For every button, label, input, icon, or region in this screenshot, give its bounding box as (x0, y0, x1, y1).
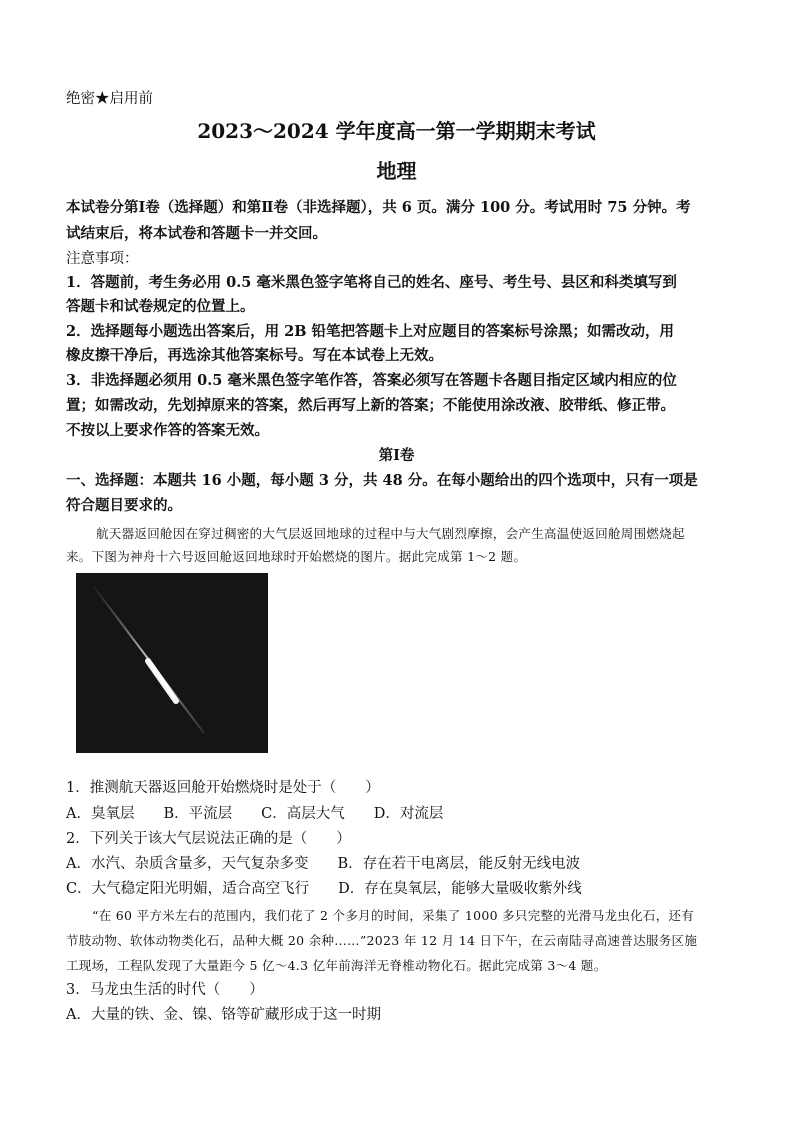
intro-line-1: 本试卷分第Ⅰ卷（选择题）和第Ⅱ卷（非选择题），共 6 页。满分 100 分。考试用时 75 分钟。考 (66, 199, 691, 216)
note-1-line-2: 答题卡和试卷规定的位置上。 (66, 298, 255, 315)
question-1-stem: 1．推测航天器返回舱开始燃烧时是处于（ ） (66, 780, 380, 796)
passage-2-line-2: 节肢动物、软体动物类化石，品种大概 20 余种……”2023 年 12 月 14 日下午，在云南陆寻高速普达服务区施 (66, 933, 698, 948)
section-intro-line-2: 符合题目要求的。 (66, 497, 182, 514)
question-3-option-a: A．大量的铁、金、镍、铬等矿藏形成于这一时期 (66, 1007, 381, 1023)
volume-heading: 第Ⅰ卷 (378, 447, 415, 464)
intro-line-2: 试结束后，将本试卷和答题卡一并交回。 (66, 225, 327, 242)
section-intro-line-1: 一、选择题：本题共 16 小题，每小题 3 分，共 48 分。在每小题给出的四个选项中，只有一项是 (66, 472, 698, 489)
note-3-line-1: 3．非选择题必须用 0.5 毫米黑色签字笔作答，答案必须写在答题卡各题目指定区域内相应的位 (66, 372, 677, 389)
note-3-line-2: 置；如需改动，先划掉原来的答案，然后再写上新的答案；不能使用涂改液、胶带纸、修正带。 (66, 397, 675, 414)
note-2-line-1: 2．选择题每小题选出答案后，用 2B 铅笔把答题卡上对应题目的答案标号涂黑；如需改动，用 (66, 323, 675, 340)
secret-label: 绝密★启用前 (66, 91, 153, 107)
exam-title: 2023～2024 学年度高一第一学期期末考试 (197, 119, 596, 143)
question-2-stem: 2．下列关于该大气层说法正确的是（ ） (66, 831, 351, 847)
note-2-line-2: 橡皮擦干净后，再选涂其他答案标号。写在本试卷上无效。 (66, 347, 443, 364)
notes-heading: 注意事项： (66, 251, 139, 267)
question-3-stem: 3．马龙虫生活的时代（ ） (66, 982, 264, 998)
passage-1-line-1: 航天器返回舱因在穿过稠密的大气层返回地球的过程中与大气剧烈摩擦，会产生高温使返回舱周围燃烧起 (96, 526, 685, 541)
passage-2-line-1: “在 60 平方米左右的范围内，我们花了 2 个多月的时间，采集了 1000 多只完整的光滑马龙虫化石，还有 (92, 908, 695, 923)
question-1-options: A．臭氧层 B．平流层 C．高层大气 D．对流层 (66, 806, 444, 822)
burning-streak-image (76, 573, 268, 753)
passage-2-line-3: 工现场，工程队发现了大量距今 5 亿～4.3 亿年前海洋无脊椎动物化石。据此完成第 3～4 题。 (66, 958, 607, 973)
note-1-line-1: 1．答题前，考生务必用 0.5 毫米黑色签字笔将自己的姓名、座号、考生号、县区和科类填写到 (66, 274, 677, 291)
reentry-capsule-photo (76, 573, 268, 753)
question-2-options-cd: C．大气稳定阳光明媚，适合高空飞行 D．存在臭氧层，能够大量吸收紫外线 (66, 881, 582, 897)
note-3-line-3: 不按以上要求作答的答案无效。 (66, 422, 269, 439)
subject-title: 地理 (376, 159, 417, 183)
passage-1-line-2: 来。下图为神舟十六号返回舱返回地球时开始燃烧的图片。据此完成第 1～2 题。 (66, 549, 527, 564)
question-2-options-ab: A．水汽、杂质含量多，天气复杂多变 B．存在若干电离层，能反射无线电波 (66, 856, 581, 872)
